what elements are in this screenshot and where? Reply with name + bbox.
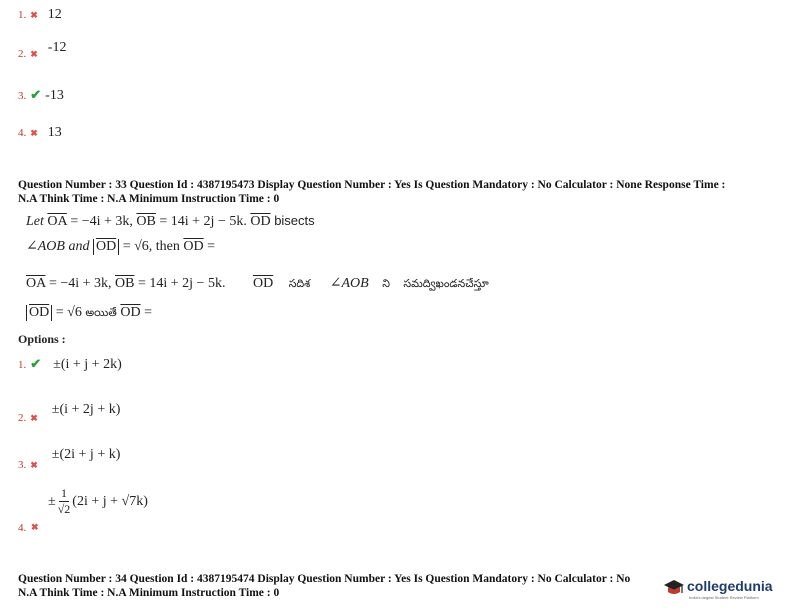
option-text: ± $\frac{1}{√2}$ (2i + j + √7k) [48, 486, 148, 516]
question-text-english-line1: Let $\overline{OA} = -4i + 3k$, $\overline{OB} = 14i + 2j - 5k$. $\overline{OD}$ bisects [26, 213, 315, 229]
option-text: ±(i + j + 2k) [53, 357, 122, 372]
correct-mark-icon: ✔ [30, 87, 42, 102]
collegedunia-watermark [663, 573, 789, 607]
option-number: 1. [18, 359, 27, 371]
option-number: 2. [18, 48, 27, 60]
correct-mark-icon: ✔ [30, 356, 42, 371]
prev-option-3 [18, 86, 64, 104]
option-text: 13 [47, 125, 62, 140]
wrong-mark-icon: ✖ [30, 128, 38, 138]
option-2 [18, 400, 121, 424]
brand-tagline: India's largest Student Review Platform [689, 595, 759, 600]
wrong-mark-icon: ✖ [30, 413, 38, 423]
option-number: 3. [18, 459, 27, 471]
question-text-english-line2: ∠AOB and $\overline{OD} = √6$, then $\overline{OD}$ = [26, 239, 216, 254]
option-text: 12 [47, 7, 62, 22]
wrong-mark-icon: ✖ [30, 49, 38, 59]
option-number: 4. [18, 522, 27, 534]
question-header-line1: Question Number : 33 Question Id : 4387195473 Display Question Number : Yes Is Question Mandatory : No Calculator : None Response Time : [18, 179, 726, 191]
graduation-cap-icon [663, 577, 685, 599]
brand-name: collegedunia [687, 578, 773, 594]
option-1 [18, 355, 122, 373]
option-number: 2. [18, 412, 27, 424]
option-number: 4. [18, 127, 27, 139]
wrong-mark-icon: ✖ [30, 10, 38, 20]
question-header [18, 178, 788, 206]
question-text-telugu-line1: $\overline{OA} = -4i + 3k$, $\overline{OB} = 14i + 2j - 5k$. $\overline{OD}$ సదిశ ∠AOB ని సమద్విఖండనచేస్తూ [26, 276, 489, 291]
question-header-line1: Question Number : 34 Question Id : 4387195474 Display Question Number : Yes Is Question Mandatory : No Calculator : No [18, 573, 631, 585]
next-question-header [18, 572, 678, 600]
prev-option-2 [18, 40, 67, 62]
question-text-telugu-line2: $\overline{OD} = √6$ అయితే $\overline{OD}$ = [26, 305, 152, 322]
question-header-line2: N.A Think Time : N.A Minimum Instruction Time : 0 [18, 587, 280, 599]
option-text: -13 [45, 88, 64, 103]
wrong-mark-icon: ✖ [31, 522, 39, 532]
option-number: 1. [18, 9, 27, 21]
option-number: 3. [18, 90, 27, 102]
prev-option-1 [18, 5, 62, 23]
wrong-mark-icon: ✖ [30, 460, 38, 470]
question-header-line2: N.A Think Time : N.A Minimum Instruction Time : 0 [18, 193, 280, 205]
options-label: Options : [18, 332, 66, 346]
option-text: -12 [47, 40, 67, 55]
option-3 [18, 445, 121, 471]
fraction: $\frac{1}{√2}$ [57, 486, 71, 516]
option-text: ±(2i + j + k) [51, 447, 121, 462]
prev-option-4 [18, 123, 62, 141]
option-text: ±(i + 2j + k) [51, 402, 121, 417]
